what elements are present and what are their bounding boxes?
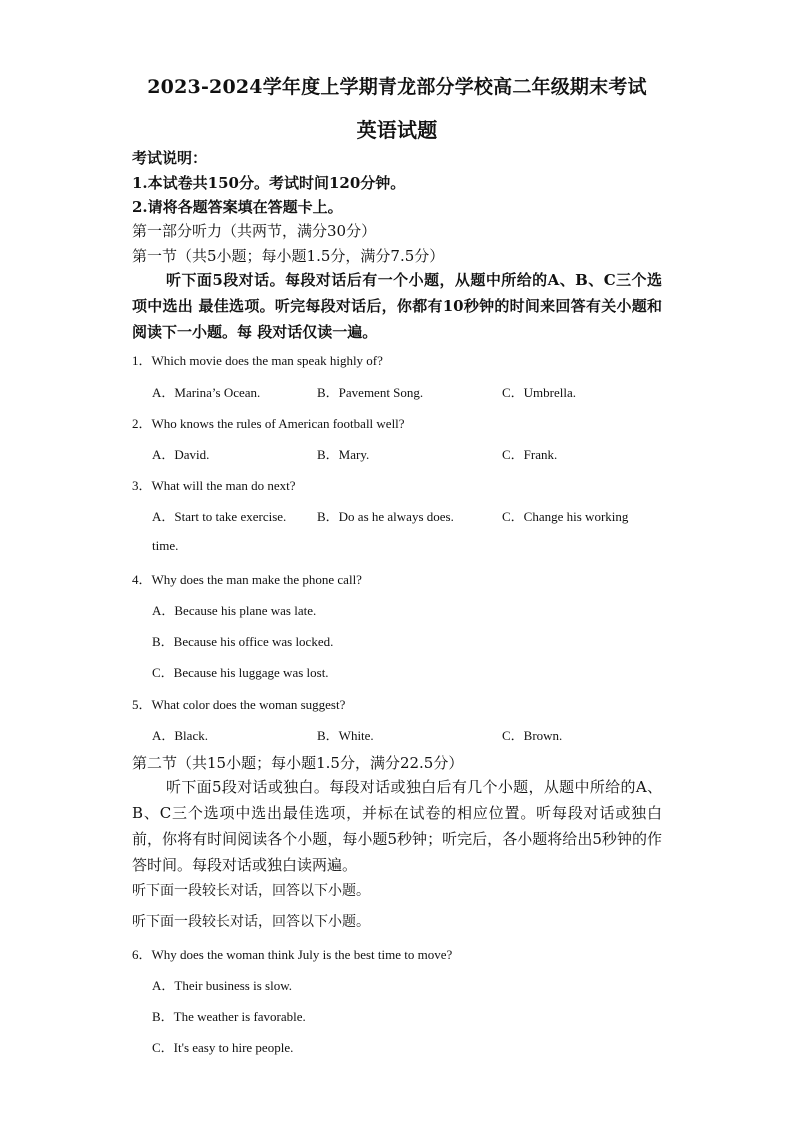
- question-option-continuation: time.: [152, 538, 179, 553]
- section-note: 听下面一段较长对话，回答以下小题。: [132, 914, 370, 930]
- exam-title: 2023-2024学年度上学期青龙部分学校高二年级期末考试: [147, 76, 647, 98]
- question-stem: 6．Why does the woman think July is the best time to move?: [132, 947, 453, 962]
- question-option: B．The weather is favorable.: [152, 1009, 306, 1024]
- question-option: C．Umbrella.: [502, 385, 577, 400]
- exam-subtitle: 英语试题: [356, 118, 438, 142]
- part-heading: 第一部分听力（共两节，满分30分）: [132, 222, 377, 240]
- question-stem: 2．Who knows the rules of American football well?: [132, 416, 405, 431]
- question-option: B．Pavement Song.: [317, 385, 424, 400]
- question-option: C．Frank.: [502, 447, 558, 462]
- question-option: B．Because his office was locked.: [152, 634, 334, 649]
- question-stem: 1．Which movie does the man speak highly of?: [132, 353, 383, 368]
- section-directions: 听下面5段对话或独白。每段对话或独白后有几个小题，从题中所给的A、B、C三个选项中选出最佳选项，并标在试卷的相应位置。听每段对话或独白前，你将有时间阅读各个小题，每小题5秒钟；听完后，各小题将给出5秒钟的作答时间。每段对话或独白读两遍。: [132, 778, 662, 874]
- question-option: C．Brown.: [502, 728, 563, 743]
- section-note: 听下面一段较长对话，回答以下小题。: [132, 883, 370, 899]
- section-heading: 第一节（共5小题；每小题1.5分，满分7.5分）: [132, 247, 445, 265]
- question-option: C．Change his working: [502, 509, 629, 524]
- question-stem: 3．What will the man do next?: [132, 478, 296, 493]
- instruction-item: 2.请将各题答案填在答题卡上。: [132, 198, 343, 216]
- question-option: A．Marina’s Ocean.: [152, 385, 261, 400]
- question-option: A．David.: [152, 447, 210, 462]
- question-option: A．Their business is slow.: [152, 978, 292, 993]
- section-directions: 听下面5段对话。每段对话后有一个小题，从题中所给的A、B、C三个选项中选出 最佳选项。听完每段对话后，你都有10秒钟的时间来回答有关小题和阅读下一小题。每 段对话仅读一遍。: [132, 271, 662, 341]
- instructions-heading: 考试说明：: [132, 149, 208, 167]
- question-option: A．Start to take exercise.: [152, 509, 287, 524]
- question-option: A．Black.: [152, 728, 208, 743]
- question-option: B．White.: [317, 728, 374, 743]
- question-option: B．Do as he always does.: [317, 509, 454, 524]
- question-option: C．Because his luggage was lost.: [152, 665, 329, 680]
- question-option: A．Because his plane was late.: [152, 603, 317, 618]
- instruction-item: 1.本试卷共150分。考试时间120分钟。: [132, 174, 406, 192]
- question-stem: 5．What color does the woman suggest?: [132, 697, 346, 712]
- question-option: C．It's easy to hire people.: [152, 1040, 294, 1055]
- question-option: B．Mary.: [317, 447, 370, 462]
- question-stem: 4．Why does the man make the phone call?: [132, 572, 362, 587]
- section-heading: 第二节（共15小题；每小题1.5分，满分22.5分）: [132, 754, 464, 772]
